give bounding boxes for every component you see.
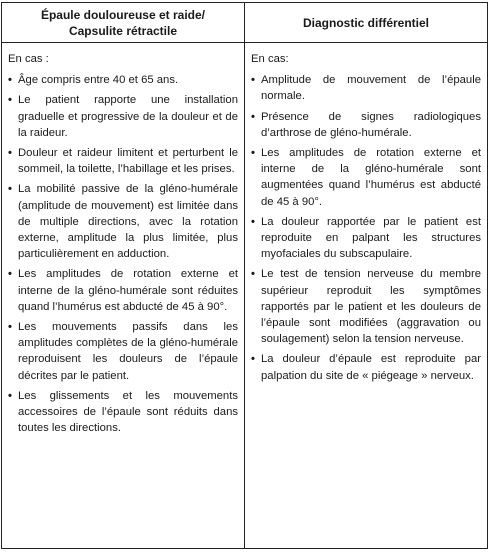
right-intro: En cas: — [251, 53, 289, 65]
column-differential-diagnosis — [245, 43, 487, 548]
left-intro: En cas : — [8, 53, 49, 65]
header-left-line2: Capsulite rétractile — [68, 23, 178, 38]
column-frozen-shoulder — [2, 43, 245, 548]
list-item: • Douleur et raideur limitent et perturbent le sommeil, la toilette, l’habillage et les prises. — [8, 145, 238, 177]
list-item: • Âge compris entre 40 et 65 ans. — [8, 72, 238, 88]
left-criteria-list — [8, 72, 238, 436]
list-item: • Les mouvements passifs dans les amplitudes complètes de la gléno-humérale reproduisent les douleurs de l’épaule décrites par le patient. — [8, 319, 238, 384]
list-item: • Les glissements et les mouvements accessoires de l’épaule sont réduits dans toutes les directions. — [8, 388, 238, 437]
header-right-label: Diagnostic différentiel — [302, 15, 430, 30]
list-item: • Les amplitudes de rotation externe et interne de la gléno-humérale sont réduites quand l’humérus est abducté de 45 à 90°. — [8, 266, 238, 315]
list-item: • Présence de signes radiologiques d’arthrose de gléno-humérale. — [251, 109, 481, 141]
list-item: • Le test de tension nerveuse du membre supérieur reproduit les symptômes rapportés par le patient et les douleurs de l’épaule sont modifiées (aggravation ou soulagement) selon la tension nerveuse. — [251, 266, 481, 347]
list-item: • Les amplitudes de rotation externe et interne de la gléno-humérale sont augmentées quand l’humérus est abducté de 45 à 90°. — [251, 145, 481, 210]
header-frozen-shoulder — [2, 3, 245, 43]
list-item: • La douleur d’épaule est reproduite par palpation du site de « piégeage » nerveux. — [251, 351, 481, 383]
right-criteria-list — [251, 72, 481, 384]
list-item: • Le patient rapporte une installation graduelle et progressive de la douleur et de la raideur. — [8, 92, 238, 141]
list-item: • La mobilité passive de la gléno-humérale (amplitude de mouvement) est limitée dans de multiple directions, avec la rotation externe, amplitude la plus limitée, plus particulièrement en adduction. — [8, 181, 238, 262]
comparison-table — [1, 2, 488, 549]
list-item: • La douleur rapportée par le patient est reproduite en palpant les structures myofaciales du subscapulaire. — [251, 214, 481, 263]
list-item: • Amplitude de mouvement de l’épaule normale. — [251, 72, 481, 104]
header-left-line1: Épaule douloureuse et raide/ — [40, 7, 206, 22]
header-differential-diagnosis — [245, 3, 487, 43]
